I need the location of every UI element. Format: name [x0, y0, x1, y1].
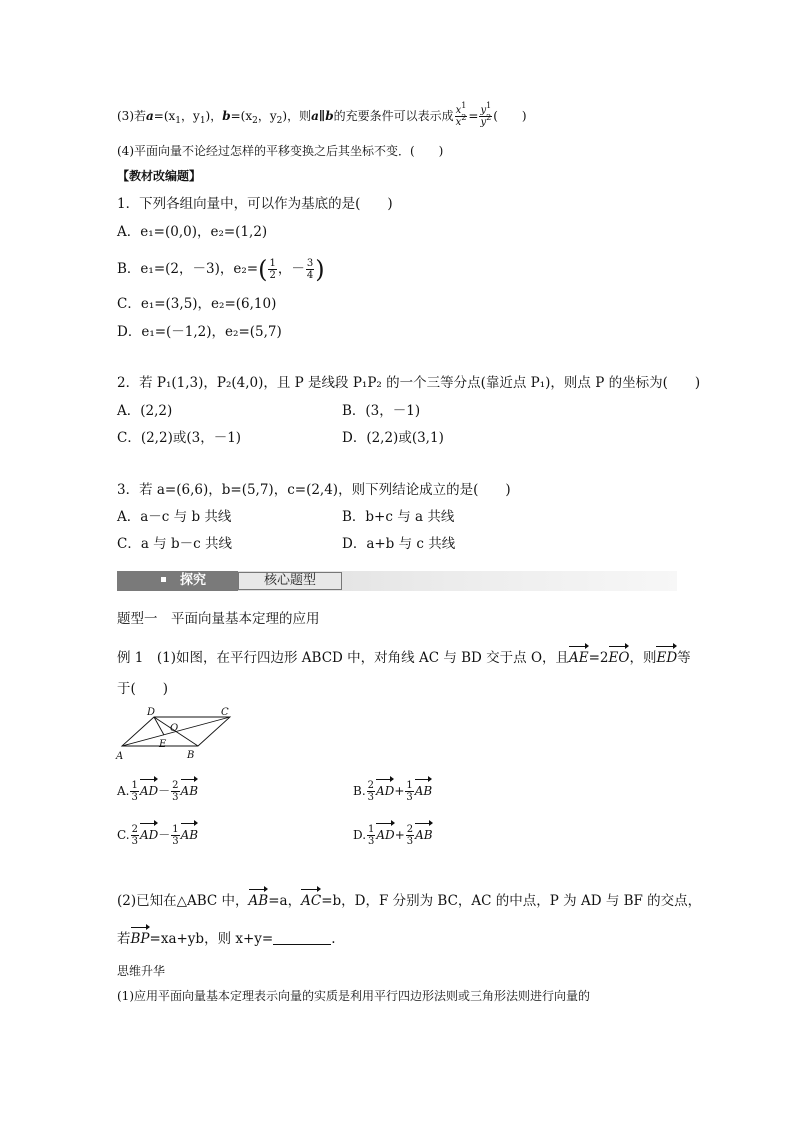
- problem-3-row-2: C．a 与 b－c 共线 D．a+b 与 c 共线: [117, 536, 456, 552]
- section-textbook: 【教材改编题】: [117, 169, 202, 183]
- problem-2-stem: 2．若 P₁(1,3)，P₂(4,0)，且 P 是线段 P₁P₂ 的一个三等分点(靠近点 P₁)，则点 P 的坐标为( ): [117, 375, 701, 391]
- thinking-title: 思维升华: [117, 964, 166, 978]
- example-1-part-2-line-2: 若BP=xa+yb，则 x+y= .: [117, 926, 336, 948]
- answer-blank[interactable]: [273, 930, 331, 945]
- example-1-option-row-1: [117, 778, 433, 803]
- banner-tag-explore: 探究: [117, 571, 238, 591]
- label-b: B: [187, 750, 195, 761]
- section-banner: [117, 571, 677, 591]
- label-e: E: [159, 739, 167, 750]
- option-d: D. $\frac{1}{3}$ AD+ $\frac{2}{3}$ AB: [353, 824, 433, 847]
- label-a: A: [116, 751, 124, 762]
- option-c: C. $\frac{2}{3}$ AD－ $\frac{1}{3}$ AB: [117, 824, 199, 847]
- option-a: A. $\frac{1}{3}$ AD－ $\frac{2}{3}$ AB: [117, 780, 199, 803]
- problem-1-option-b: B．e₁=(2，－3)，e₂=( $\frac{1}{2}$ ，－ $\frac{3}{4}$ ): [117, 255, 325, 284]
- example-1-line-1: 例 1 (1)如图，在平行四边形 ABCD 中，对角线 AC 与 BD 交于点 O，且AE=2EO，则ED等: [117, 645, 691, 667]
- label-o: O: [170, 723, 179, 734]
- option-b: B. $\frac{2}{3}$ AD+ $\frac{1}{3}$ AB: [353, 780, 433, 803]
- square-bullet-icon: [161, 577, 166, 582]
- fraction-x: $\frac{x^1}{x^2}$: [455, 101, 467, 128]
- label-c: C: [221, 707, 229, 718]
- problem-2-row-1: A．(2,2) B．(3，－1): [117, 403, 421, 419]
- banner-tag-core: 核心题型: [238, 572, 342, 590]
- example-1-part-2-line-1: (2)已知在△ABC 中，AB=a，AC=b，D，F 分别为 BC，AC 的中点，P 为 AD 与 BF 的交点，: [117, 888, 701, 910]
- problem-3-row-1: A．a－c 与 b 共线 B．b+c 与 a 共线: [117, 509, 455, 525]
- fraction-three-quarters: $\frac{3}{4}$: [306, 258, 314, 281]
- example-1-option-row-2: [117, 822, 433, 847]
- segment-de: [154, 717, 164, 735]
- type-1-heading: 题型一 平面向量基本定理的应用: [117, 611, 320, 627]
- question-3: (3)若$a=(x_1$，$y_1$)，$b=(x_2$，$y_2$)，则a∥b的充要条件可以表示成 $\frac{x^1}{x^2}$ = $\frac{y^1}{y^2}$ ( ): [117, 101, 527, 128]
- fraction-half: $\frac{1}{2}$: [269, 258, 276, 281]
- problem-1-option-d: D．e₁=(－1,2)，e₂=(5,7): [117, 324, 282, 340]
- example-1-line-2: 于( ): [117, 681, 169, 697]
- problem-2-row-2: C．(2,2)或(3，－1) D．(2,2)或(3,1): [117, 430, 444, 446]
- problem-3-stem: 3．若 a=(6,6)，b=(5,7)，c=(2,4)，则下列结论成立的是( ): [117, 482, 511, 498]
- label-d: D: [147, 707, 156, 718]
- problem-1-option-c: C．e₁=(3,5)，e₂=(6,10): [117, 296, 277, 312]
- problem-1-option-a: A．e₁=(0,0)，e₂=(1,2): [117, 224, 268, 240]
- thinking-body: (1)应用平面向量基本定理表示向量的实质是利用平行四边形法则或三角形法则进行向量的: [117, 989, 591, 1003]
- parallelogram-figure: [112, 704, 242, 762]
- question-4: (4)平面向量不论经过怎样的平移变换之后其坐标不变．( ): [117, 144, 444, 158]
- fraction-y: $\frac{y^1}{y^2}$: [480, 101, 492, 128]
- problem-1-stem: 1．下列各组向量中，可以作为基底的是( ): [117, 196, 393, 212]
